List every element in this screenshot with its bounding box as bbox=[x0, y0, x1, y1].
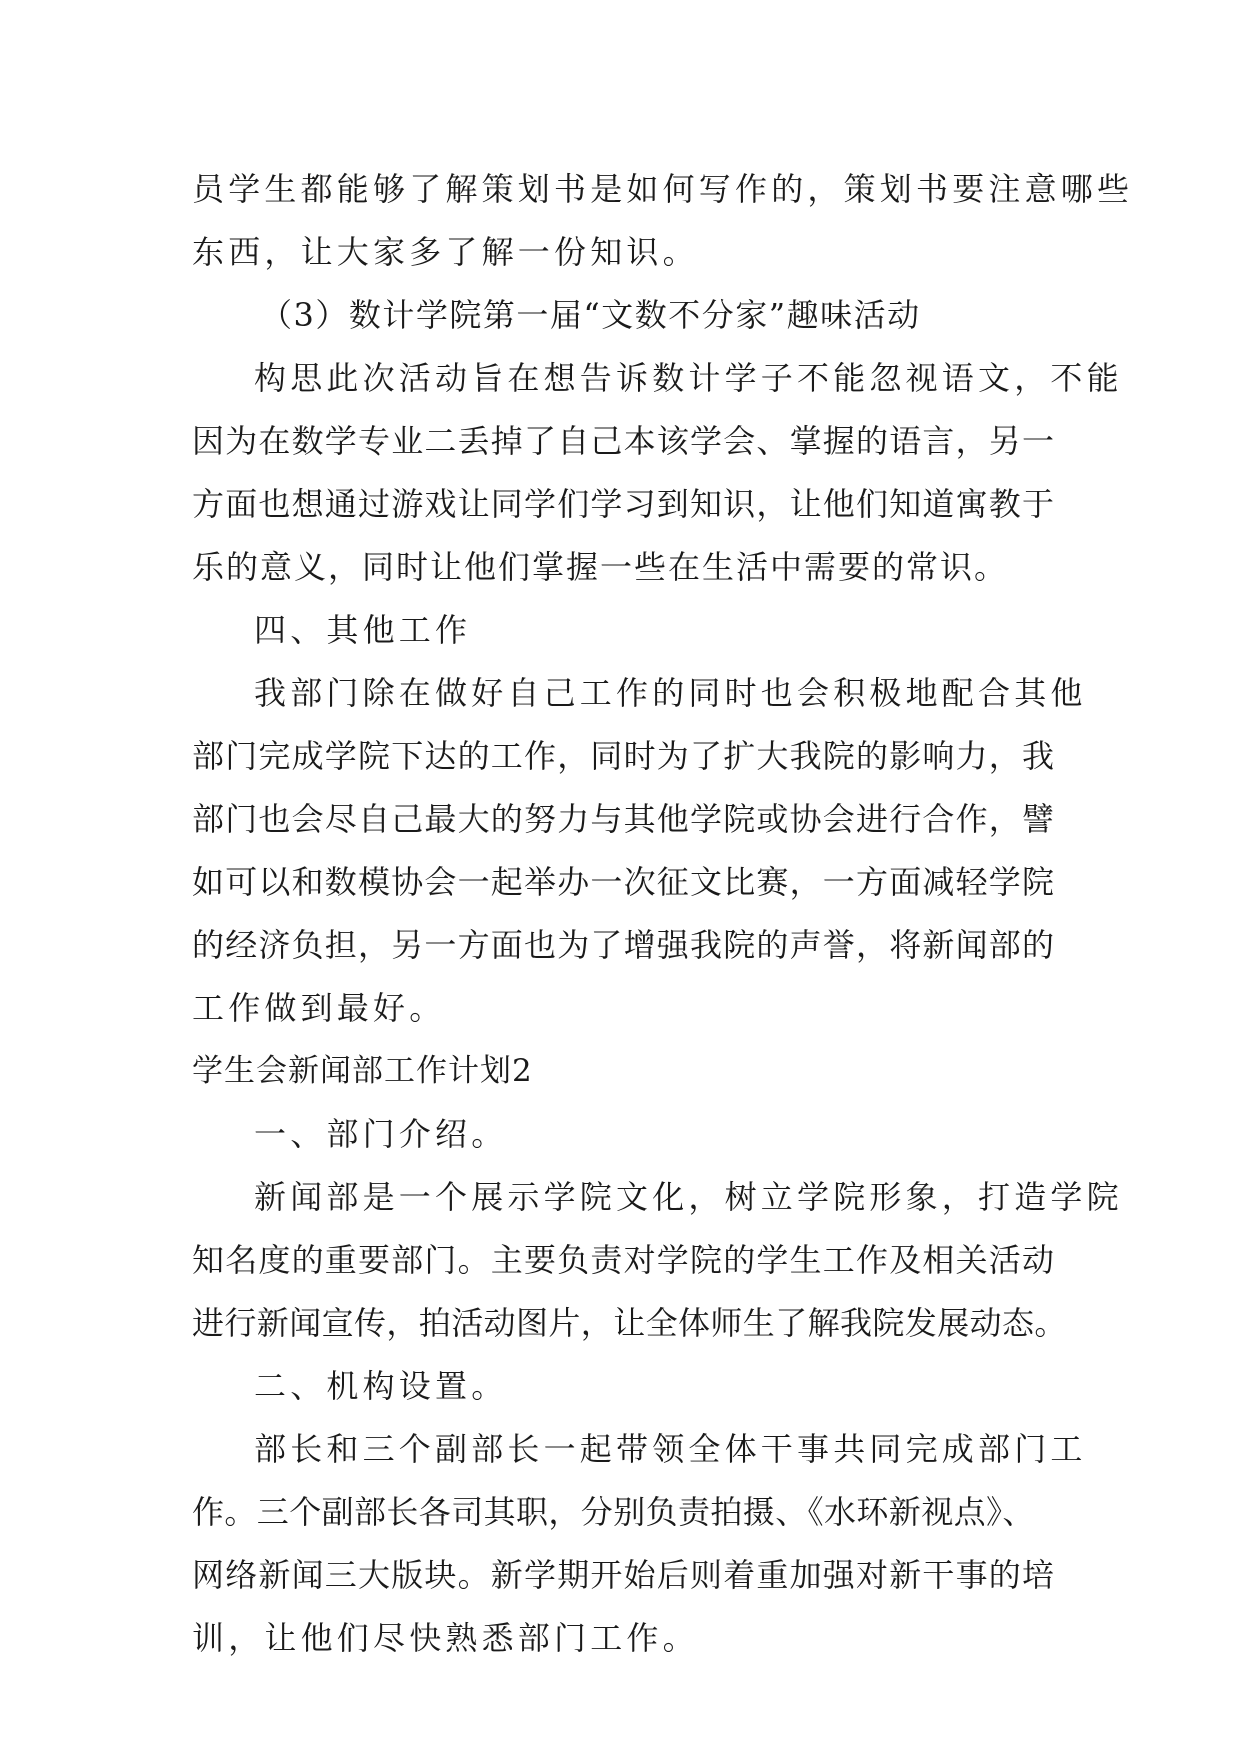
text-line: 训，让他们尽快熟悉部门工作。 bbox=[192, 1619, 699, 1657]
text-line: 知名度的重要部门。主要负责对学院的学生工作及相关活动 bbox=[192, 1241, 1056, 1279]
text-line: 员学生都能够了解策划书是如何写作的，策划书要注意哪些 bbox=[192, 170, 1134, 208]
paragraph-first-line: 新闻部是一个展示学院文化，树立学院形象，打造学院 bbox=[254, 1178, 1123, 1216]
text-line: 因为在数学专业二丢掉了自己本该学会、掌握的语言，另一 bbox=[192, 422, 1056, 460]
paragraph-first-line: 构思此次活动旨在想告诉数计学子不能忽视语文，不能 bbox=[254, 359, 1123, 397]
text-line: 部门也会尽自己最大的努力与其他学院或协会进行合作，譬 bbox=[192, 800, 1056, 838]
text-line: 方面也想通过游戏让同学们学习到知识，让他们知道寓教于 bbox=[192, 485, 1056, 523]
text-line: 部门完成学院下达的工作，同时为了扩大我院的影响力，我 bbox=[192, 737, 1056, 775]
text-line: 进行新闻宣传，拍活动图片，让全体师生了解我院发展动态。 bbox=[192, 1304, 1067, 1342]
text-line: 网络新闻三大版块。新学期开始后则着重加强对新干事的培 bbox=[192, 1556, 1056, 1594]
paragraph-first-line: 我部门除在做好自己工作的同时也会积极地配合其他 bbox=[254, 674, 1087, 712]
section-heading: 二、机构设置。 bbox=[254, 1367, 508, 1405]
text-line: 乐的意义，同时让他们掌握一些在生活中需要的常识。 bbox=[192, 548, 1009, 586]
document-title: 学生会新闻部工作计划2 bbox=[192, 1053, 533, 1089]
text-line: 的经济负担，另一方面也为了增强我院的声誉，将新闻部的 bbox=[192, 926, 1056, 964]
text-line: 如可以和数模协会一起举办一次征文比赛，一方面减轻学院 bbox=[192, 863, 1056, 901]
subsection-heading: （3）数计学院第一届“文数不分家”趣味活动 bbox=[260, 296, 921, 334]
text-line: 工作做到最好。 bbox=[192, 989, 446, 1027]
text-line: 东西，让大家多了解一份知识。 bbox=[192, 233, 699, 271]
section-heading: 一、部门介绍。 bbox=[254, 1115, 508, 1153]
section-heading: 四、其他工作 bbox=[254, 611, 472, 649]
document-body bbox=[192, 158, 1134, 1670]
text-line: 作。三个副部长各司其职，分别负责拍摄、《水环新视点》、 bbox=[192, 1493, 1035, 1531]
paragraph-first-line: 部长和三个副部长一起带领全体干事共同完成部门工 bbox=[254, 1430, 1087, 1468]
